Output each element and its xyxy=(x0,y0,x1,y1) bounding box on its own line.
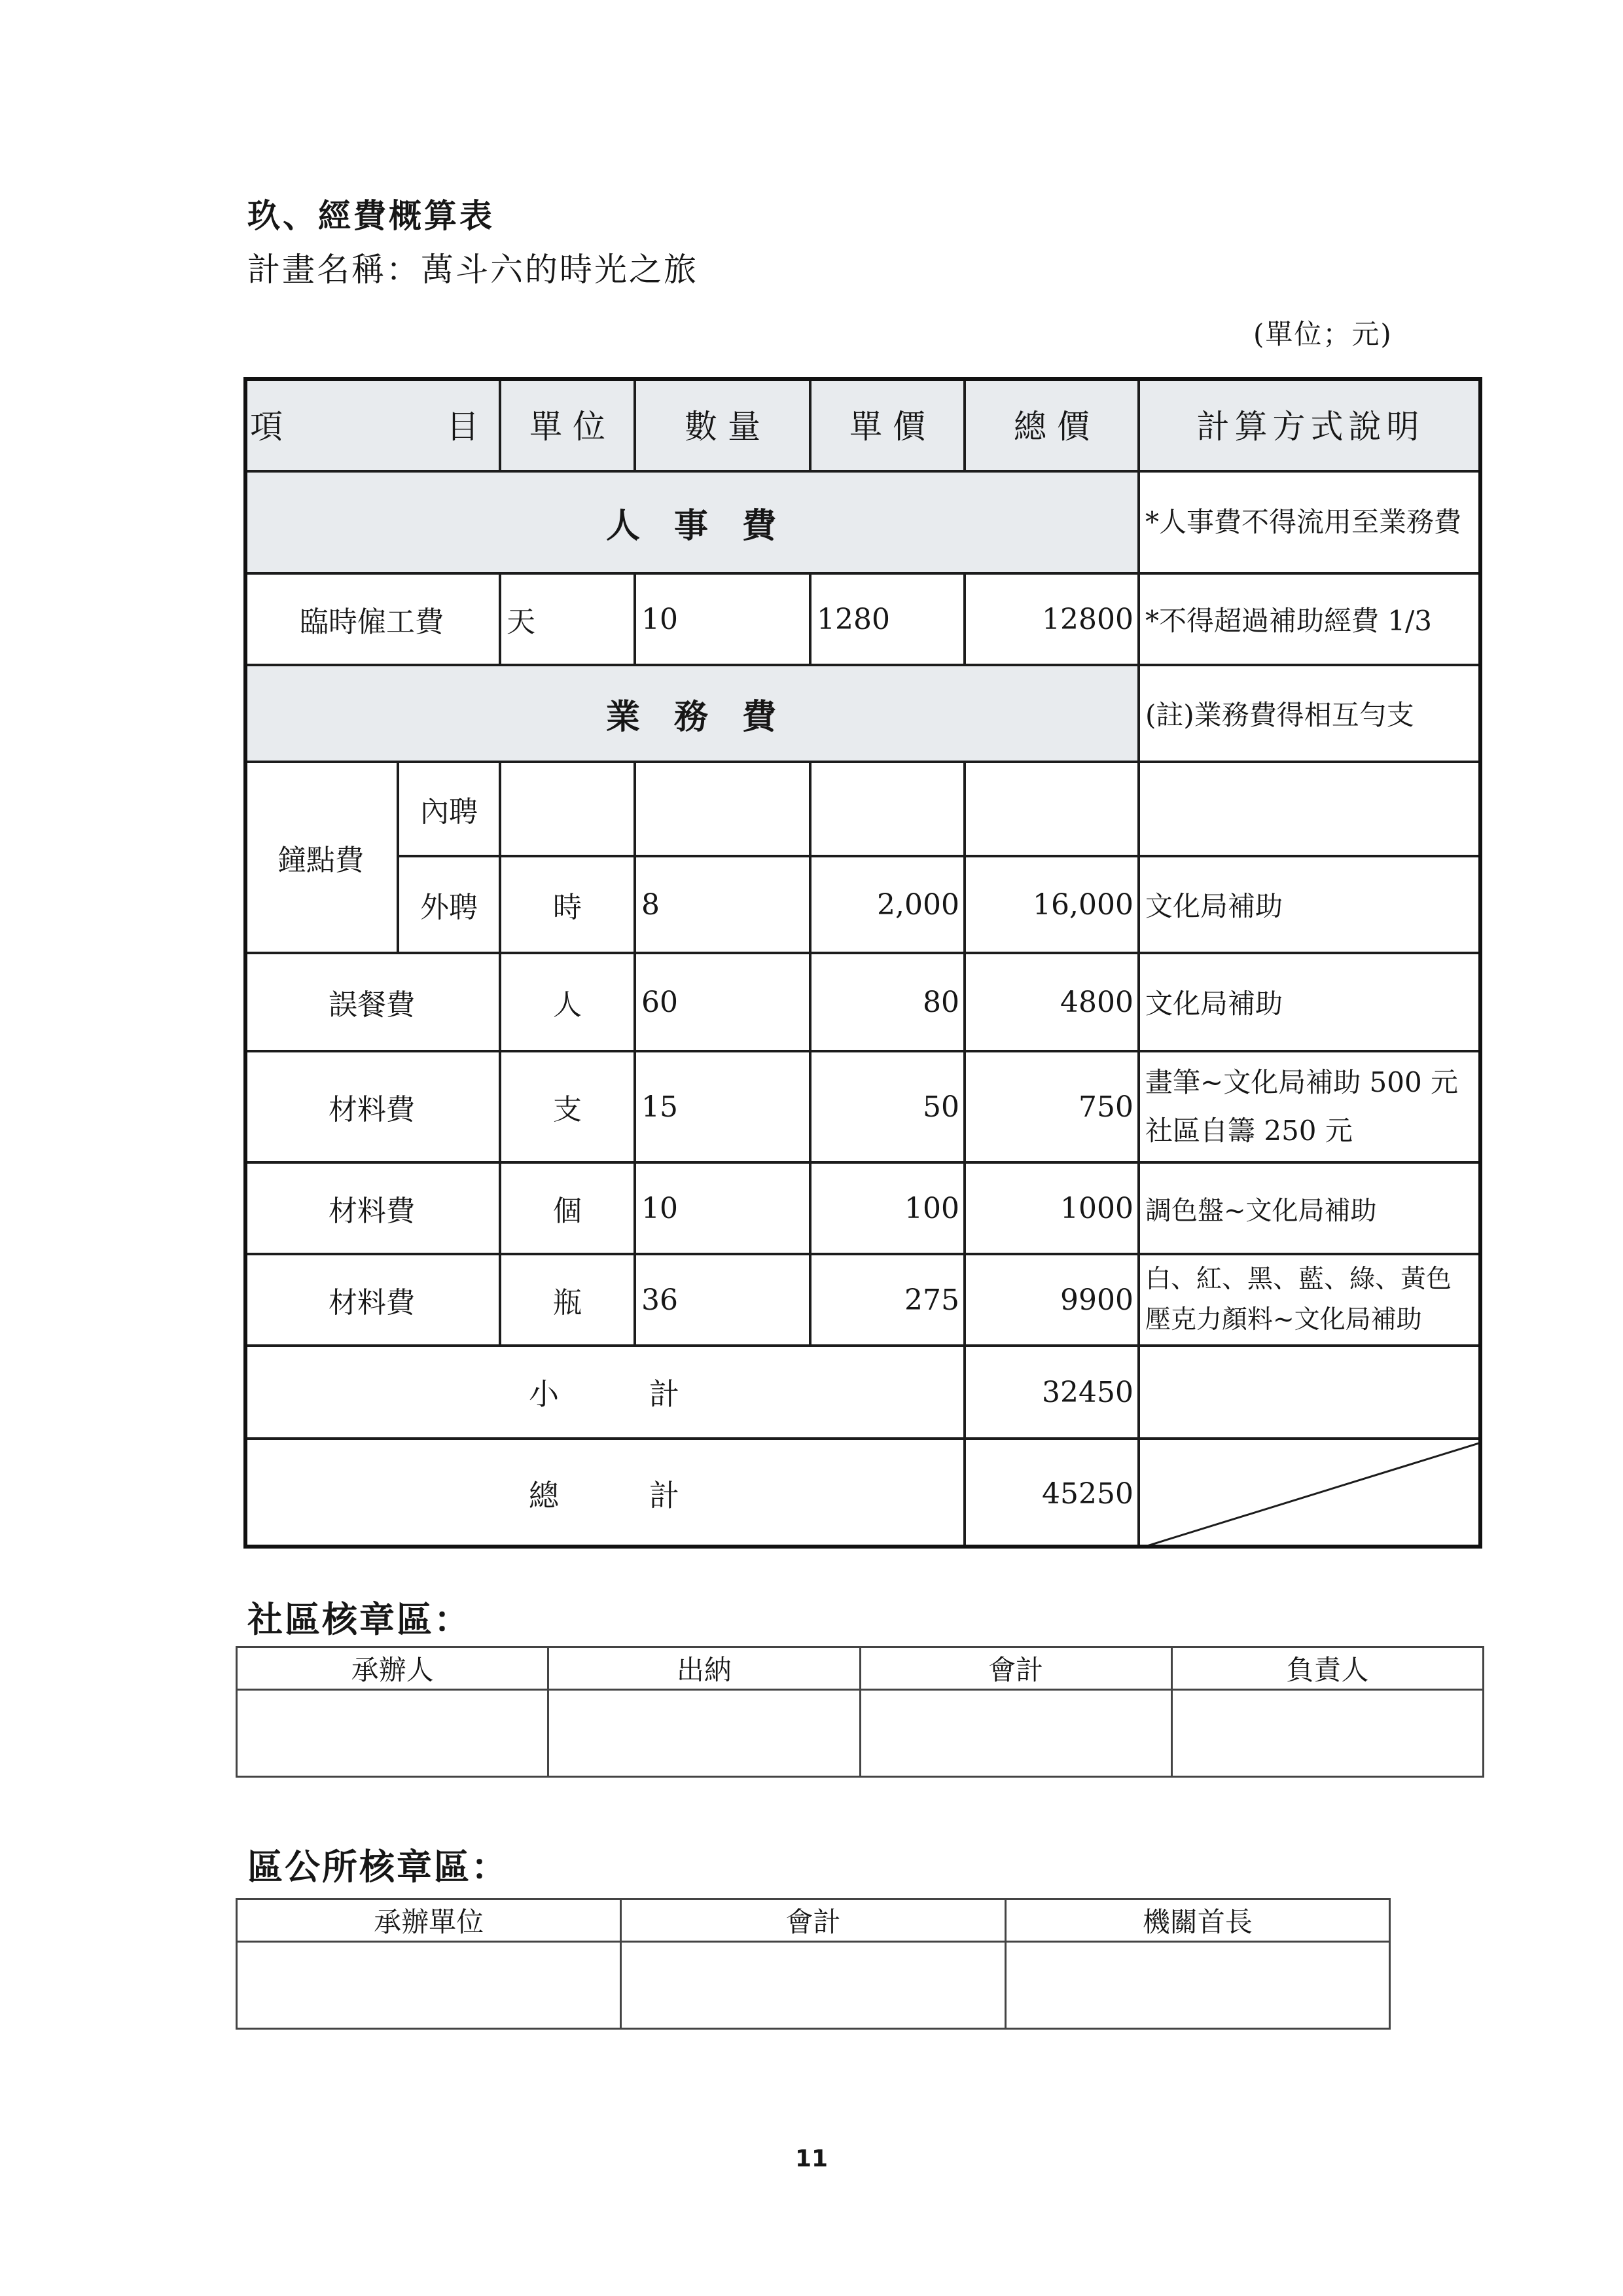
material-3-price: 275 xyxy=(810,1254,965,1346)
office-stamp-title: 區公所核章區： xyxy=(247,1846,508,1888)
community-stamp-box-cashier xyxy=(548,1690,860,1777)
meal-total: 4800 xyxy=(965,953,1139,1051)
material-3-note xyxy=(1139,1254,1482,1346)
material-1-note-line1: 畫筆~文化局補助 500 元 xyxy=(1145,1066,1459,1098)
header-total: 總 價 xyxy=(965,377,1139,471)
material-1-item: 材料費 xyxy=(243,1051,500,1162)
hourly-internal-total xyxy=(965,762,1139,856)
meal-item: 誤餐費 xyxy=(243,953,500,1051)
material-3-item: 材料費 xyxy=(243,1254,500,1346)
meal-price: 80 xyxy=(810,953,965,1051)
material-2-price: 100 xyxy=(810,1162,965,1254)
material-1-total: 750 xyxy=(965,1051,1139,1162)
community-stamp-col-handler: 承辦人 xyxy=(237,1647,548,1690)
personnel-section-label: 人 事 費 xyxy=(243,471,1139,573)
header-method: 計算方式說明 xyxy=(1139,377,1482,471)
office-stamp-col-head: 機關首長 xyxy=(1005,1899,1389,1942)
temp-labor-item: 臨時僱工費 xyxy=(243,573,500,665)
community-stamp-col-person-in-charge: 負責人 xyxy=(1171,1647,1483,1690)
unit-note: (單位；元) xyxy=(1253,318,1393,350)
hourly-internal-unit xyxy=(500,762,635,856)
grand-total-note-struck xyxy=(1139,1439,1482,1549)
community-stamp-box-person-in-charge xyxy=(1171,1690,1483,1777)
office-stamp-col-accounting: 會計 xyxy=(621,1899,1005,1942)
hourly-external-price: 2,000 xyxy=(810,856,965,953)
community-stamp-col-cashier: 出納 xyxy=(548,1647,860,1690)
header-item xyxy=(243,377,500,471)
material-2-unit: 個 xyxy=(500,1162,635,1254)
project-name: 計畫名稱：萬斗六的時光之旅 xyxy=(247,251,698,289)
hourly-external-unit: 時 xyxy=(500,856,635,953)
hourly-internal-sub: 內聘 xyxy=(398,762,500,856)
hourly-fee-item: 鐘點費 xyxy=(243,762,398,953)
temp-labor-price: 1280 xyxy=(810,573,965,665)
meal-qty: 60 xyxy=(635,953,810,1051)
hourly-internal-note xyxy=(1139,762,1482,856)
temp-labor-total: 12800 xyxy=(965,573,1139,665)
office-stamp-box-head xyxy=(1005,1942,1389,2029)
hourly-internal-price xyxy=(810,762,965,856)
material-1-price: 50 xyxy=(810,1051,965,1162)
hourly-external-qty: 8 xyxy=(635,856,810,953)
community-stamp-col-accounting: 會計 xyxy=(860,1647,1171,1690)
material-2-total: 1000 xyxy=(965,1162,1139,1254)
material-1-note-line2: 社區自籌 250 元 xyxy=(1145,1115,1353,1147)
office-stamp-box-accounting xyxy=(621,1942,1005,2029)
header-qty: 數 量 xyxy=(635,377,810,471)
operations-note: (註)業務費得相互勻支 xyxy=(1139,665,1482,762)
hourly-internal-qty xyxy=(635,762,810,856)
page-heading: 玖、經費概算表 xyxy=(247,196,495,235)
hourly-external-total: 16,000 xyxy=(965,856,1139,953)
material-2-note: 調色盤~文化局補助 xyxy=(1139,1162,1482,1254)
material-3-note-line2: 壓克力顏料~文化局補助 xyxy=(1145,1305,1422,1335)
personnel-note xyxy=(1139,471,1482,573)
temp-labor-note: *不得超過補助經費 1/3 xyxy=(1139,573,1482,665)
budget-table xyxy=(243,377,1482,1549)
community-stamp-box-accounting xyxy=(860,1690,1171,1777)
material-3-unit: 瓶 xyxy=(500,1254,635,1346)
material-1-qty: 15 xyxy=(635,1051,810,1162)
temp-labor-qty: 10 xyxy=(635,573,810,665)
office-stamp-col-unit: 承辦單位 xyxy=(237,1899,621,1942)
grand-total-label: 總 計 xyxy=(243,1439,965,1549)
material-3-total: 9900 xyxy=(965,1254,1139,1346)
operations-section-label: 業 務 費 xyxy=(243,665,1139,762)
material-2-qty: 10 xyxy=(635,1162,810,1254)
temp-labor-unit: 天 xyxy=(500,573,635,665)
hourly-external-sub: 外聘 xyxy=(398,856,500,953)
material-3-note-line1: 白、紅、黑、藍、綠、黃色 xyxy=(1145,1265,1452,1294)
personnel-note-text: *人事費不得流用至業務費 xyxy=(1145,506,1462,538)
office-stamp-table xyxy=(236,1898,1391,2030)
subtotal-label: 小 計 xyxy=(243,1346,965,1439)
community-stamp-title: 社區核章區： xyxy=(247,1598,471,1640)
material-3-qty: 36 xyxy=(635,1254,810,1346)
diagonal-strike-line xyxy=(1140,1440,1482,1549)
subtotal-value: 32450 xyxy=(965,1346,1139,1439)
community-stamp-box-handler xyxy=(237,1690,548,1777)
header-price: 單 價 xyxy=(810,377,965,471)
material-2-item: 材料費 xyxy=(243,1162,500,1254)
material-1-note xyxy=(1139,1051,1482,1162)
page-number: 11 xyxy=(794,2145,829,2172)
header-unit: 單 位 xyxy=(500,377,635,471)
community-stamp-table xyxy=(236,1646,1484,1778)
material-1-unit: 支 xyxy=(500,1051,635,1162)
meal-unit: 人 xyxy=(500,953,635,1051)
office-stamp-box-unit xyxy=(237,1942,621,2029)
header-item-label: 項 目 xyxy=(250,408,479,446)
grand-total-value: 45250 xyxy=(965,1439,1139,1549)
meal-note: 文化局補助 xyxy=(1139,953,1482,1051)
hourly-external-note: 文化局補助 xyxy=(1139,856,1482,953)
subtotal-note xyxy=(1139,1346,1482,1439)
